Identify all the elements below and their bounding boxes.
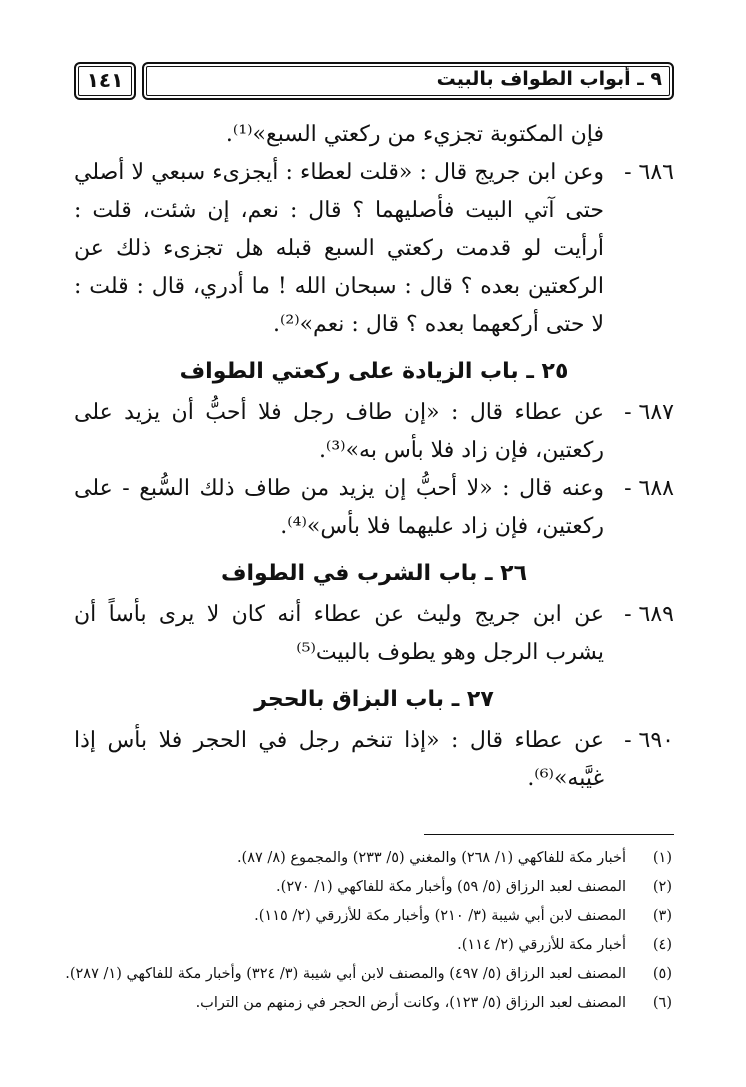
footnote-6 bbox=[60, 991, 674, 1016]
section-heading-27: ٢٧ ـ باب البزاق بالحجر bbox=[254, 687, 494, 712]
footnote-number: (٦) bbox=[652, 995, 672, 1011]
hadith-689 bbox=[74, 596, 674, 672]
footnote-number: (١) bbox=[652, 850, 672, 866]
paragraph-continuation bbox=[74, 116, 674, 154]
chapter-title: ٩ ـ أبواب الطواف بالبيت bbox=[436, 68, 662, 90]
hadith-number: ٦٨٩ - bbox=[624, 602, 674, 627]
hadith-text: وعنه قال : «لا أحبُّ إن يزيد من طاف ذلك السُّبع - على ركعتين، فإن زاد عليهما فلا بأس»⁽⁴⁾. bbox=[74, 476, 604, 539]
hadith-text: عن ابن جريج وليث عن عطاء أنه كان لا يرى بأساً أن يشرب الرجل وهو يطوف بالبيت⁽⁵⁾ bbox=[74, 602, 604, 665]
section-heading-26: ٢٦ ـ باب الشرب في الطواف bbox=[220, 561, 528, 586]
hadith-number: ٦٩٠ - bbox=[624, 728, 674, 753]
hadith-687 bbox=[74, 394, 674, 470]
hadith-number: ٦٨٨ - bbox=[624, 476, 674, 501]
footnote-4 bbox=[60, 933, 674, 958]
footnote-text: المصنف لعبد الرزاق (٥/ ٥٩) وأخبار مكة للفاكهي (١/ ٢٧٠). bbox=[276, 879, 626, 895]
footnote-3 bbox=[60, 904, 674, 929]
footnote-number: (٥) bbox=[652, 966, 672, 982]
hadith-686 bbox=[74, 154, 674, 344]
footnote-number: (٤) bbox=[652, 937, 672, 953]
footnote-number: (٢) bbox=[652, 879, 672, 895]
footnote-5 bbox=[60, 962, 674, 987]
footnote-text: أخبار مكة للأزرقي (٢/ ١١٤). bbox=[457, 937, 626, 953]
hadith-688 bbox=[74, 470, 674, 546]
running-header bbox=[74, 62, 674, 106]
footnote-number: (٣) bbox=[652, 908, 672, 924]
footnote-text: المصنف لعبد الرزاق (٥/ ١٢٣)، وكانت أرض الحجر في زمنهم من التراب. bbox=[195, 995, 626, 1011]
chapter-title-frame bbox=[142, 62, 674, 100]
footnotes bbox=[60, 846, 674, 1020]
page-number: ١٤١ bbox=[86, 68, 124, 92]
hadith-690 bbox=[74, 722, 674, 798]
hadith-text: عن عطاء قال : «إن طاف رجل فلا أحبُّ أن يزيد على ركعتين، فإن زاد فلا بأس به»⁽³⁾. bbox=[74, 400, 604, 463]
section-heading-25: ٢٥ ـ باب الزيادة على ركعتي الطواف bbox=[179, 359, 569, 384]
footnote-separator bbox=[424, 834, 674, 835]
footnote-text: المصنف لعبد الرزاق (٥/ ٤٩٧) والمصنف لابن أبي شيبة (٣/ ٣٢٤) وأخبار مكة للفاكهي (١/ ٢٨٧). bbox=[65, 966, 626, 982]
hadith-number: ٦٨٧ - bbox=[624, 400, 674, 425]
footnote-1 bbox=[60, 846, 674, 871]
page-number-frame bbox=[74, 62, 136, 100]
main-text bbox=[74, 116, 674, 798]
hadith-number: ٦٨٦ - bbox=[624, 160, 674, 185]
hadith-text: عن عطاء قال : «إذا تنخم رجل في الحجر فلا بأس إذا غيَّبه»⁽⁶⁾. bbox=[74, 728, 604, 791]
paragraph-text: فإن المكتوبة تجزيء من ركعتي السبع»⁽¹⁾. bbox=[225, 122, 604, 147]
hadith-text: وعن ابن جريج قال : «قلت لعطاء : أيجزىء سبعي لا أصلي حتى آتي البيت فأصليهما ؟ قال : نعم، إن شئت، قلت : أرأيت لو قدمت ركعتي السبع قبله هل تجزىء ذلك عن الركعتين بعده ؟ قال : سبحان الله ! ما أدري، قال : قلت : لا حتى أركعهما بعده ؟ قال : نعم»⁽²⁾. bbox=[74, 160, 604, 337]
footnote-2 bbox=[60, 875, 674, 900]
footnote-text: أخبار مكة للفاكهي (١/ ٢٦٨) والمغني (٥/ ٢٣٣) والمجموع (٨/ ٨٧). bbox=[236, 850, 626, 866]
footnote-text: المصنف لابن أبي شيبة (٣/ ٢١٠) وأخبار مكة للأزرقي (٢/ ١١٥). bbox=[254, 908, 626, 924]
